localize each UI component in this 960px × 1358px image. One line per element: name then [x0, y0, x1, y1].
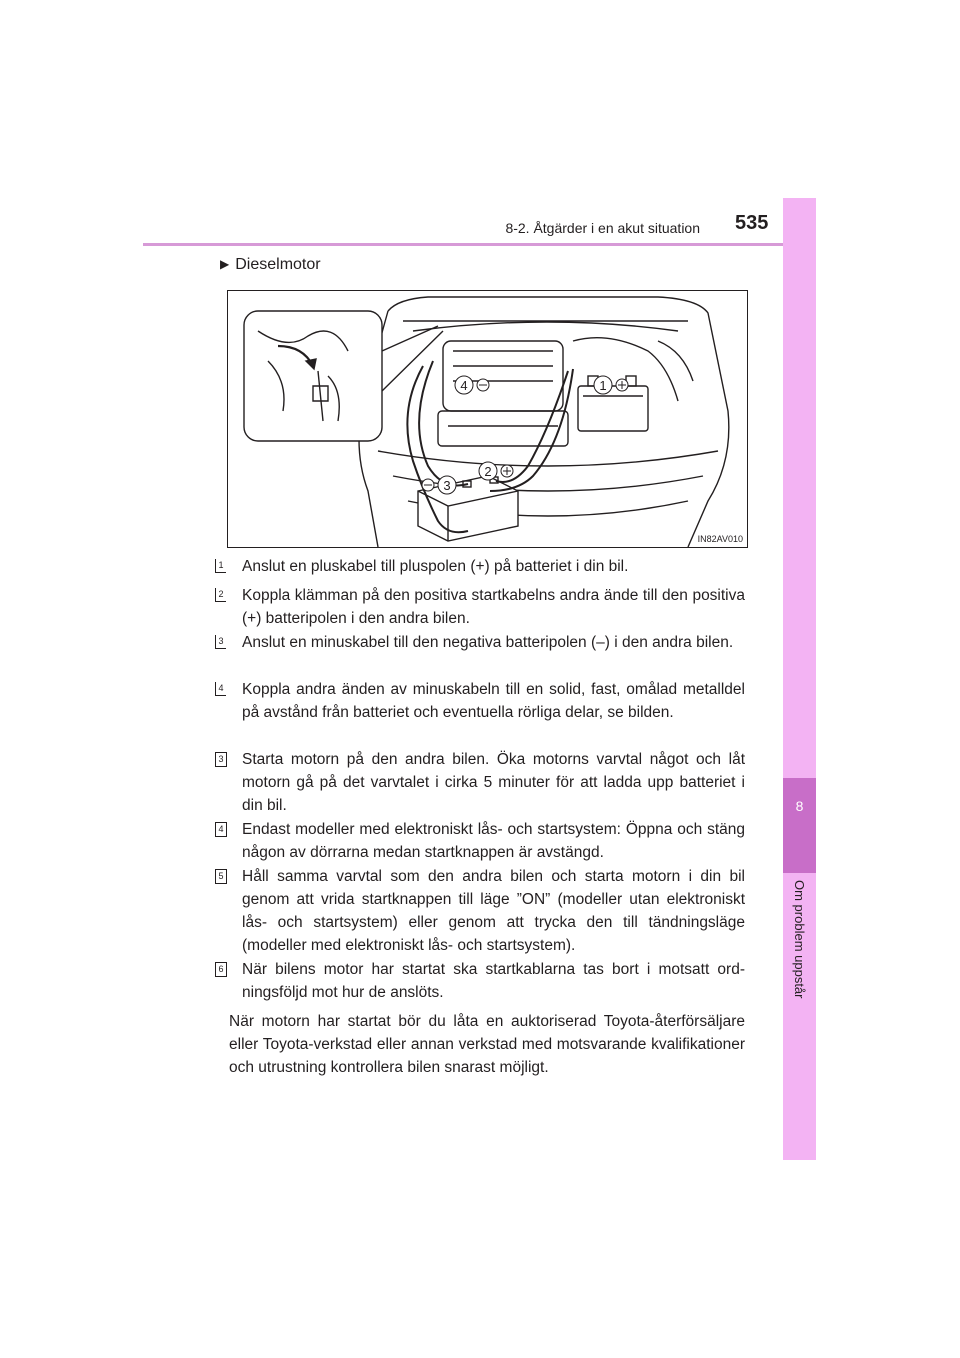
step-marker: 3 [215, 635, 226, 649]
callout-4: 4 [460, 378, 468, 393]
header-divider [143, 243, 816, 246]
step-1 [215, 555, 745, 578]
step-marker: 3 [215, 752, 227, 767]
step-text: Starta motorn på den andra bilen. Öka motorns varvtal något och låt motorn gå på det varvtalet i cirka 5 minuter för att ladda upp batteriet i din bil. [242, 751, 745, 814]
triangle-bullet-icon: ▶ [220, 257, 230, 271]
step-marker: 4 [215, 682, 226, 696]
step-marker: 1 [215, 559, 226, 573]
step-main-6 [215, 958, 745, 1004]
figure-code: IN82AV010 [697, 534, 743, 544]
step-marker: 2 [215, 588, 226, 602]
section-title: 8-2. Åtgärder i en akut situation [505, 220, 700, 236]
sub-heading [220, 256, 321, 274]
step-main-4 [215, 818, 745, 864]
page-number: 535 [735, 212, 769, 234]
step-marker: 5 [215, 869, 227, 884]
step-marker: 6 [215, 962, 227, 977]
jump-start-illustration [227, 290, 748, 548]
step-main-5 [215, 865, 745, 957]
step-text: Koppla klämman på den positiva startkabelns andra ände till den positiva (+) batteripolen i den andra bilen. [242, 587, 745, 627]
step-3 [215, 631, 745, 654]
step-text: Anslut en minuskabel till den negativa batteripolen (–) i den andra bilen. [242, 634, 734, 651]
chapter-number-block [783, 778, 816, 873]
step-marker: 4 [215, 822, 227, 837]
callout-3: 3 [443, 478, 451, 493]
step-4 [215, 678, 745, 724]
chapter-title: Om problem uppstår [792, 880, 807, 999]
step-text: Anslut en pluskabel till pluspolen (+) på batteriet i din bil. [242, 558, 629, 575]
engine-bay-drawing [228, 291, 747, 547]
callout-2: 2 [484, 464, 492, 479]
closing-paragraph: När motorn har startat bör du låta en auktoriserad Toyota-återförsäljare eller Toyota-verkstad eller annan verkstad med motsvarande kvalifikationer och utrustning kontrollera bilen snarast möjligt. [229, 1013, 745, 1076]
step-2 [215, 584, 745, 630]
step-text: Håll samma varvtal som den andra bilen och starta motorn i din bil genom att vrida startknappen till läge ”ON” (modeller utan elektroniskt lås- och startsystem) eller genom att trycka den till tändningsläge (modeller med elektroniskt lås- och startsystem). [242, 868, 745, 954]
callout-1: 1 [599, 378, 607, 393]
step-text: När bilens motor har startat ska startkablarna tas bort i motsatt ordningsföljd mot hur de anslöts. [242, 961, 745, 1001]
step-main-3 [215, 748, 745, 817]
step-text: Endast modeller med elektroniskt lås- och startsystem: Öppna och stäng någon av dörrarna medan startknappen är avstängd. [242, 821, 745, 861]
sub-heading-text: Dieselmotor [235, 256, 321, 273]
step-text: Koppla andra änden av minuskabeln till en solid, fast, omålad metalldel på avstånd från batteriet och eventuella rörliga delar, se bilden. [242, 681, 745, 721]
chapter-number: 8 [795, 798, 804, 814]
